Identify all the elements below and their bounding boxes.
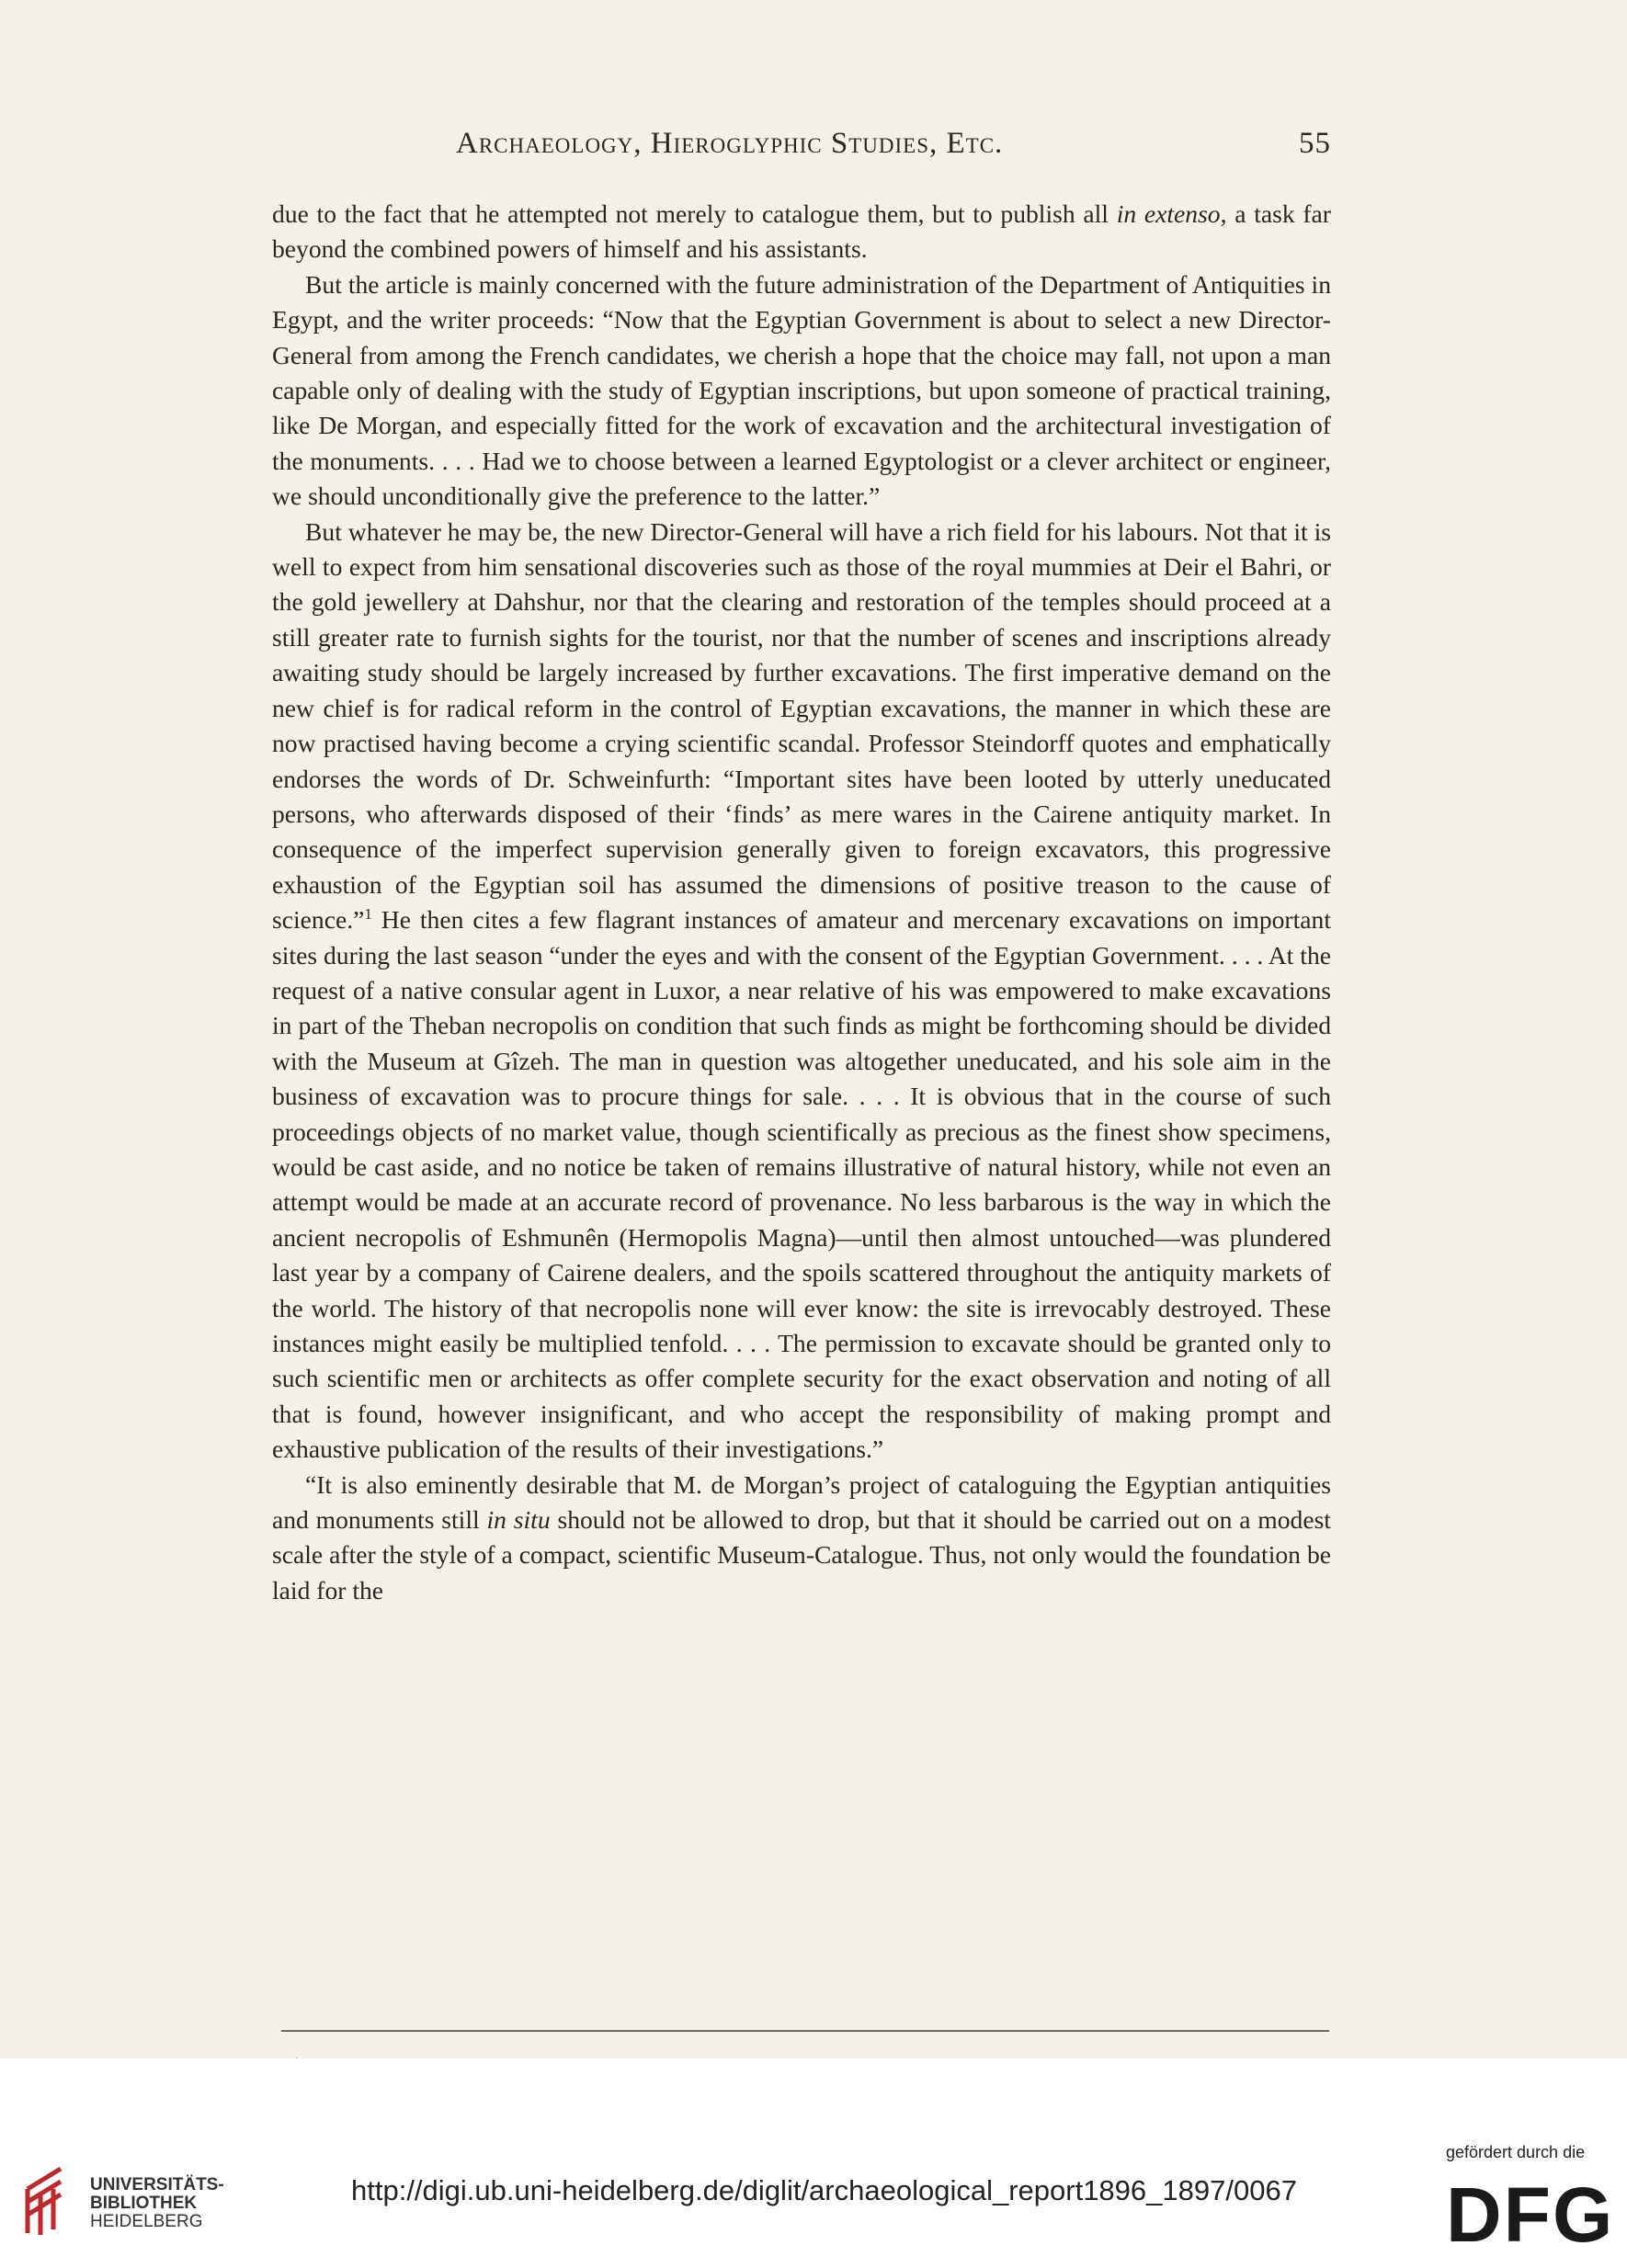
paragraph-4	[272, 1468, 1331, 1609]
paragraph-4-text-b: should not be allowed to drop, but that it should be carried out on a modest scale after the style of a compact, scientific Museum-Catalogue. Thus, not only would the foundation be laid for the	[272, 1505, 1331, 1605]
viewer-footer	[0, 2058, 1627, 2268]
footnote-divider	[281, 2030, 1329, 2032]
library-line-3: HEIDELBERG	[90, 2212, 203, 2231]
running-head: Archaeology, Hieroglyphic Studies, Etc.	[456, 127, 1004, 160]
paragraph-1-text-b: a task far beyond the combined powers of himself and his assistants.	[272, 199, 1331, 264]
paragraph-1	[272, 197, 1331, 267]
page-header	[272, 127, 1331, 167]
paragraph-4-text-a: “It is also eminently desirable that M. de Morgan’s project of cataloguing the Egyptian antiquities and monuments still	[272, 1469, 1331, 1535]
library-name	[90, 2176, 224, 2231]
dfg-logo: DFG	[1446, 2172, 1615, 2258]
paragraph-1-italic: in extenso,	[1116, 199, 1227, 228]
paragraph-3-text-b: He then cites a few flagrant instances of amateur and mercenary excavations on important sites during the last season “under the eyes and with the consent of the Egyptian Government. . . . At the request of a native consular agent in Luxor, a near relative of his was empowered to make excavations in part of the Theban necropolis on condition that such finds as might be forthcoming should be divided with the Museum at Gîzeh. The man in question was altogether uneducated, and his sole aim in the business of excavation was to procure things for sale. . . . It is obvious that in the course of such proceedings objects of no market value, though scientifically as precious as the finest show specimens, would be cast aside, and no notice be taken of remains illustrative of natural history, while not even an attempt would be made at an accurate record of provenance. No less barbarous is the way in which the ancient necropolis of Eshmunên (Hermopolis Magna)—until then almost untouched—was plundered last year by a company of Cairene dealers, and the spoils scattered throughout the antiquity markets of the world. The history of that necropolis none will ever know: the site is irrevocably destroyed. These instances might easily be multiplied tenfold. . . . The permission to excavate should be granted only to such scientific men or architects as offer complete security for the exact observation and noting of all that is found, however insignificant, and who accept the responsibility of making prompt and exhaustive publication of the results of their investigations.”	[272, 905, 1331, 1464]
library-line-1: UNIVERSITÄTS-	[90, 2175, 224, 2194]
page-number: 55	[1299, 127, 1331, 160]
paragraph-2: But the article is mainly concerned with the future administration of the Department of Antiquities in Egypt, and the writer proceeds: “Now that the Egyptian Government is about to select a new Director-General from among the French candidates, we cherish a hope that the choice may fall, not upon a man capable only of dealing with the study of Egyptian inscriptions, but upon someone of practical training, like De Morgan, and especially fitted for the work of excavation and the architectural investigation of the monuments. . . . Had we to choose between a learned Egyptologist or a clever architect or engineer, we should unconditionally give the preference to the latter.”	[272, 269, 1331, 511]
paragraph-3-text-a: But whatever he may be, the new Director-General will have a rich field for his labours. Not that it is well to expect from him sensational discoveries such as those of the royal mummies at Deir el Bahri, or the gold jewellery at Dahshur, nor that the clearing and restoration of the temples should proceed at a still greater rate to furnish sights for the tourist, nor that the number of scenes and inscriptions already awaiting study should be largely increased by further excavations. The first imperative demand on the new chief is for radical reform in the control of Egyptian excavations, the manner in which these are now practised having become a crying scientific scandal. Professor Steindorff quotes and emphatically endorses the words of Dr. Schweinfurth: “Important sites have been looted by utterly uneducated persons, who afterwards disposed of their ‘finds’ as mere wares in the Cairene antiquity market. In consequence of the imperfect supervision generally given to foreign excavators, this progressive exhaustion of the Egyptian soil has assumed the dimensions of positive treason to the cause of science.”	[272, 516, 1331, 935]
body-text	[272, 197, 1331, 1608]
ub-heidelberg-logo-icon	[20, 2161, 83, 2239]
permalink-url[interactable]: http://digi.ub.uni-heidelberg.de/diglit/archaeological_report1896_1897/0067	[351, 2174, 1297, 2206]
paragraph-1-text-a: due to the fact that he attempted not merely to catalogue them, but to publish all	[272, 199, 1117, 228]
paragraph-3	[272, 515, 1331, 1468]
footnote-reference: 1	[364, 904, 372, 923]
funding-note: gefördert durch die	[1446, 2143, 1586, 2161]
library-line-2: BIBLIOTHEK	[90, 2194, 198, 2213]
paragraph-4-italic: in situ	[486, 1505, 551, 1535]
